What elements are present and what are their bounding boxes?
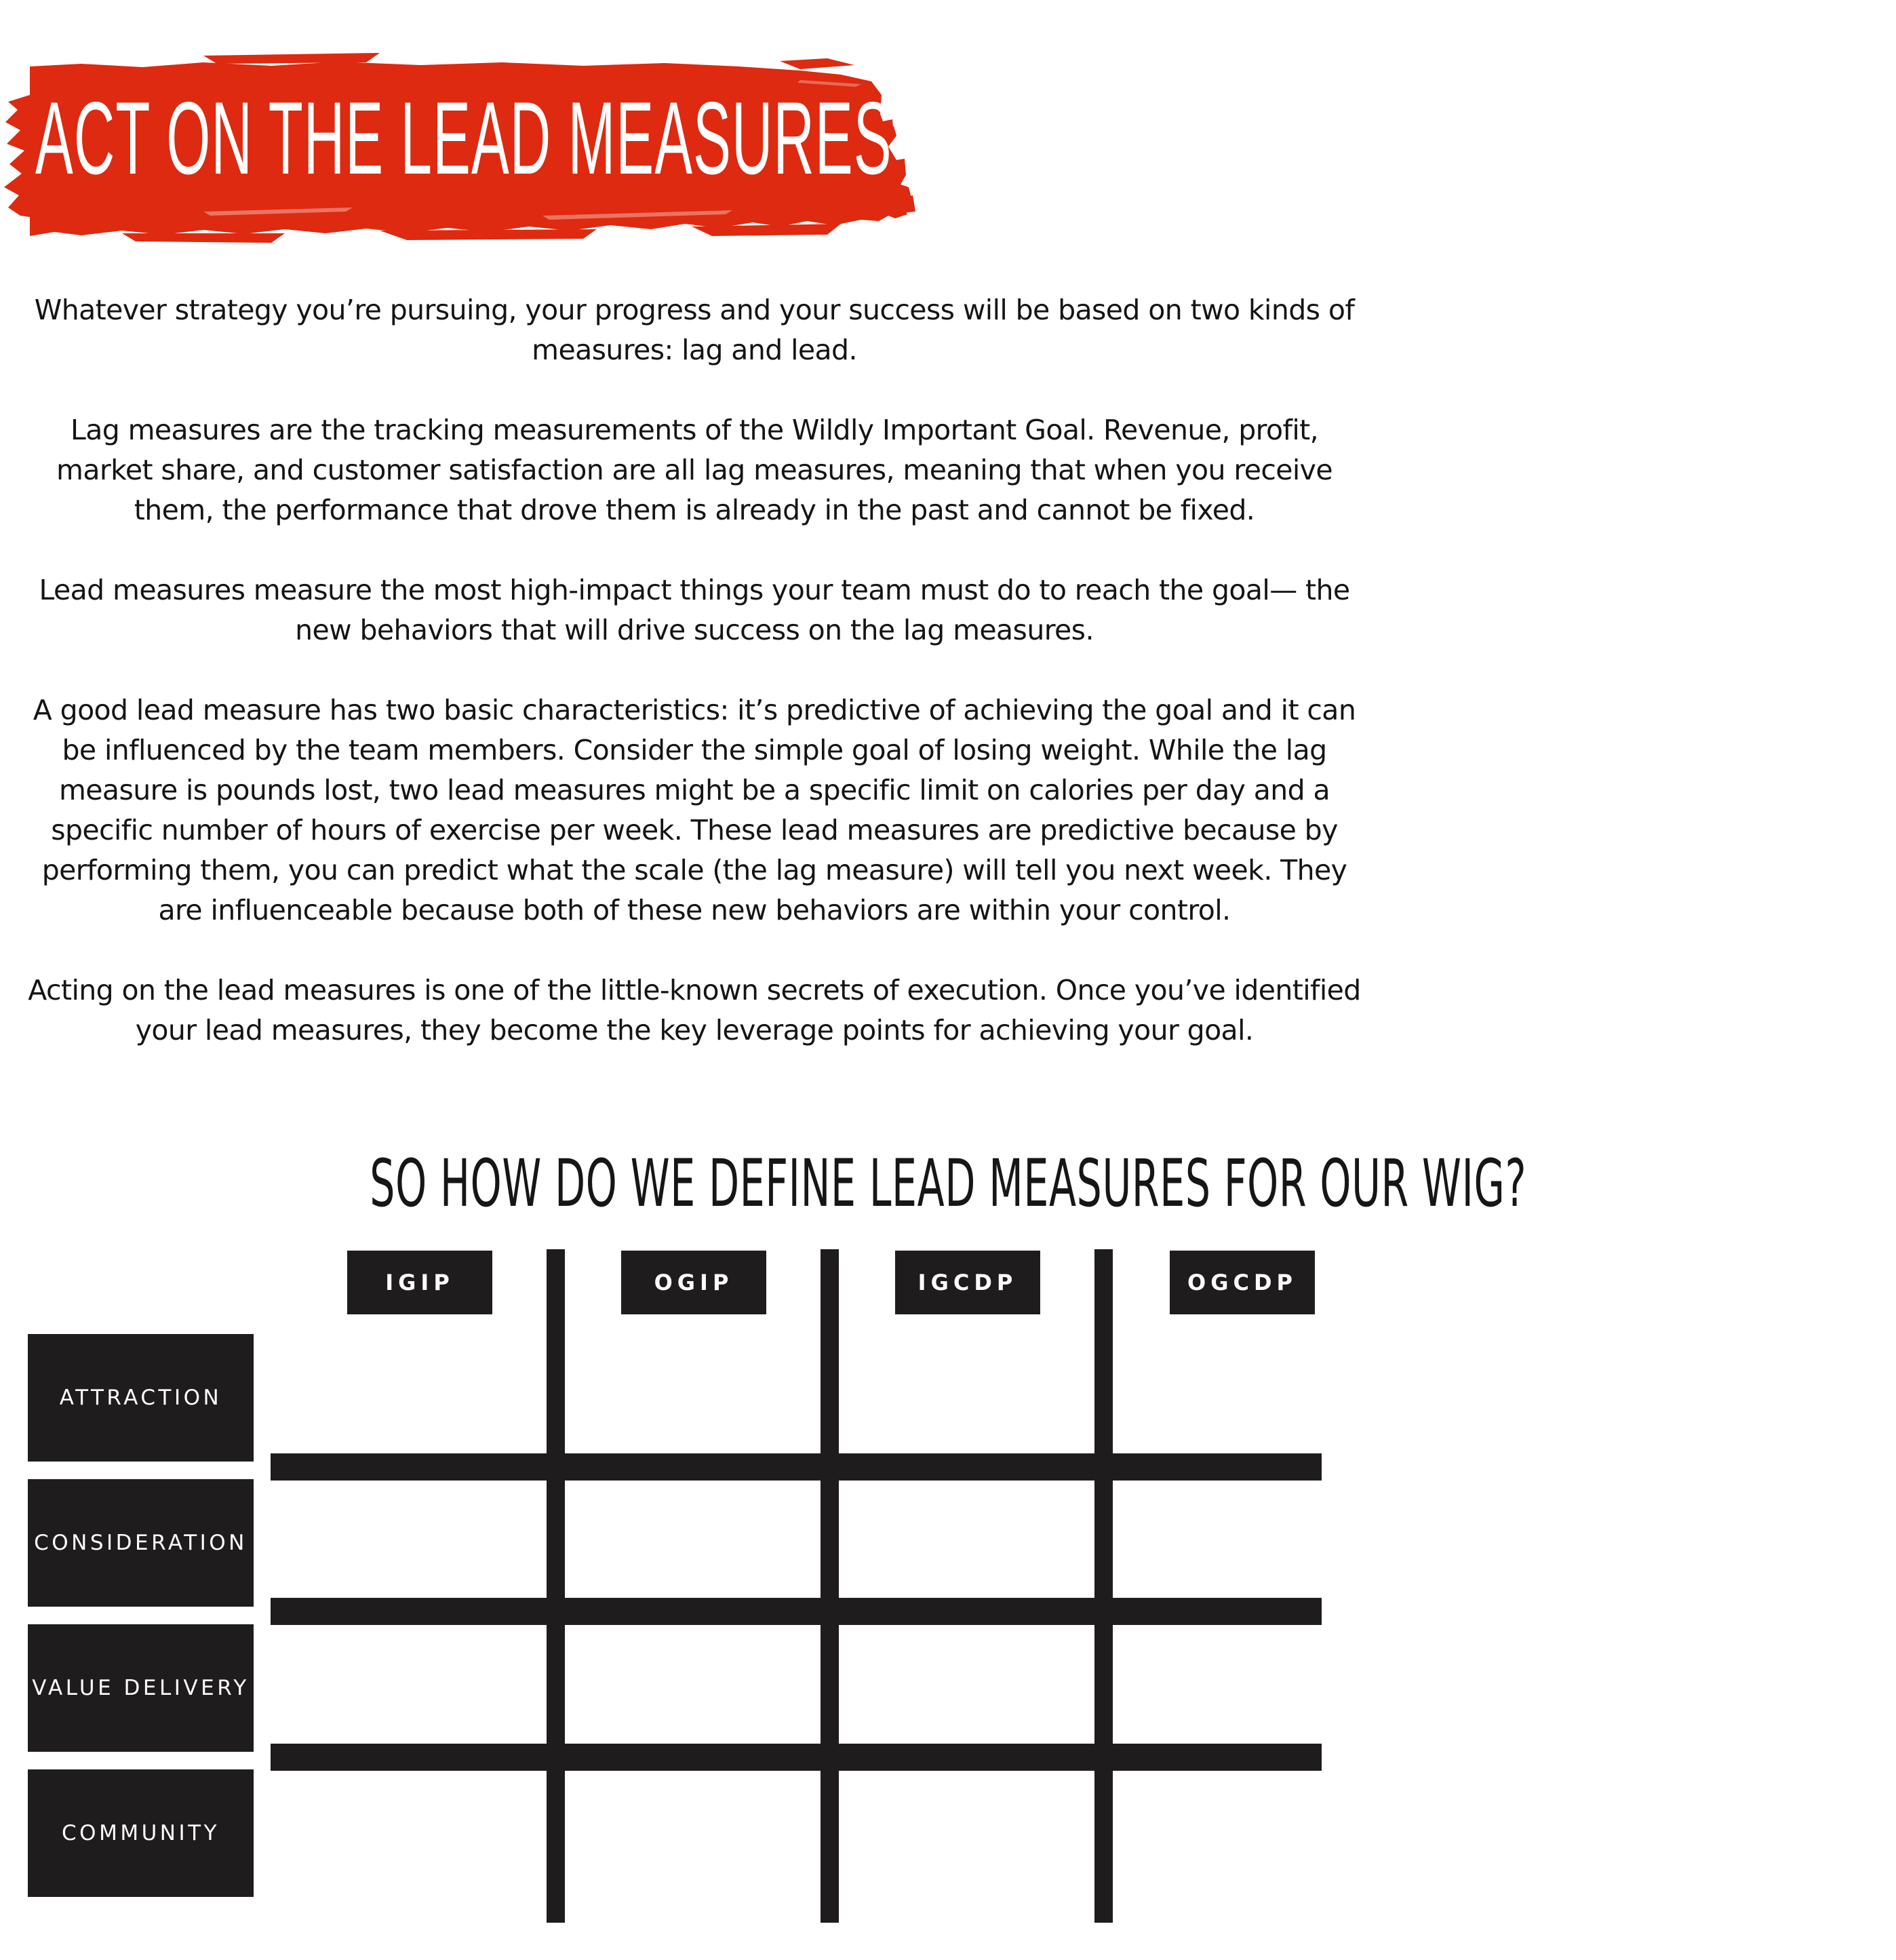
grid-vertical-divider bbox=[547, 1249, 565, 1923]
column-header-label: OGIP bbox=[654, 1270, 734, 1295]
grid-vertical-divider bbox=[821, 1249, 839, 1923]
row-header-label: ATTRACTION bbox=[59, 1386, 222, 1410]
section-heading: SO HOW DO WE DEFINE LEAD MEASURES FOR OUR WIG? bbox=[370, 1145, 1527, 1221]
grid-horizontal-divider bbox=[271, 1598, 1322, 1625]
row-header-label: VALUE DELIVERY bbox=[32, 1676, 250, 1700]
column-header-ogip bbox=[621, 1251, 766, 1314]
paragraph-acting-on-lead: Acting on the lead measures is one of the little-known secrets of execution. Once you’ve identified your lead measures, they become the key leverage points for achieving your goal. bbox=[28, 974, 1361, 1046]
row-header-attraction bbox=[28, 1334, 254, 1462]
row-header-label: CONSIDERATION bbox=[34, 1531, 248, 1555]
paragraph-lead-measures: Lead measures measure the most high-impact things your team must do to reach the goal— the new behaviors that will drive success on the lag measures. bbox=[39, 574, 1350, 646]
paragraph-lag-measures: Lag measures are the tracking measurements of the Wildly Important Goal. Revenue, profit, market share, and customer satisfaction are all lag measures, meaning that when you receive them, the performance that drove them is already in the past and cannot be fixed. bbox=[56, 414, 1332, 526]
column-header-label: OGCDP bbox=[1187, 1270, 1297, 1295]
page-title: ACT ON THE LEAD MEASURES bbox=[35, 81, 892, 196]
row-header-label: COMMUNITY bbox=[62, 1821, 220, 1845]
paragraph-intro: Whatever strategy you’re pursuing, your progress and your success will be based on two kinds of measures: lag and lead. bbox=[34, 294, 1355, 366]
grid-vertical-divider bbox=[1094, 1249, 1113, 1923]
grid-horizontal-divider bbox=[271, 1744, 1322, 1771]
grid-horizontal-divider bbox=[271, 1453, 1322, 1481]
row-header-value-delivery bbox=[28, 1624, 254, 1752]
column-header-igcdp bbox=[895, 1251, 1040, 1314]
column-header-igip bbox=[347, 1251, 492, 1314]
row-header-community bbox=[28, 1769, 254, 1897]
body-text bbox=[27, 290, 1362, 1091]
column-header-label: IGCDP bbox=[917, 1270, 1018, 1295]
paragraph-good-lead-measure: A good lead measure has two basic characteristics: it’s predictive of achieving the goal and it can be influenced by the team members. Consider the simple goal of losing weight. While the lag measure is pounds lost, two lead measures might be a specific limit on calories per day and a specific number of hours of exercise per week. These lead measures are predictive because by performing them, you can predict what the scale (the lag measure) will tell you next week. They are influenceable because both of these new behaviors are within your control. bbox=[33, 694, 1356, 926]
column-header-ogcdp bbox=[1170, 1251, 1315, 1314]
column-header-label: IGIP bbox=[385, 1270, 454, 1295]
row-header-consideration bbox=[28, 1479, 254, 1607]
